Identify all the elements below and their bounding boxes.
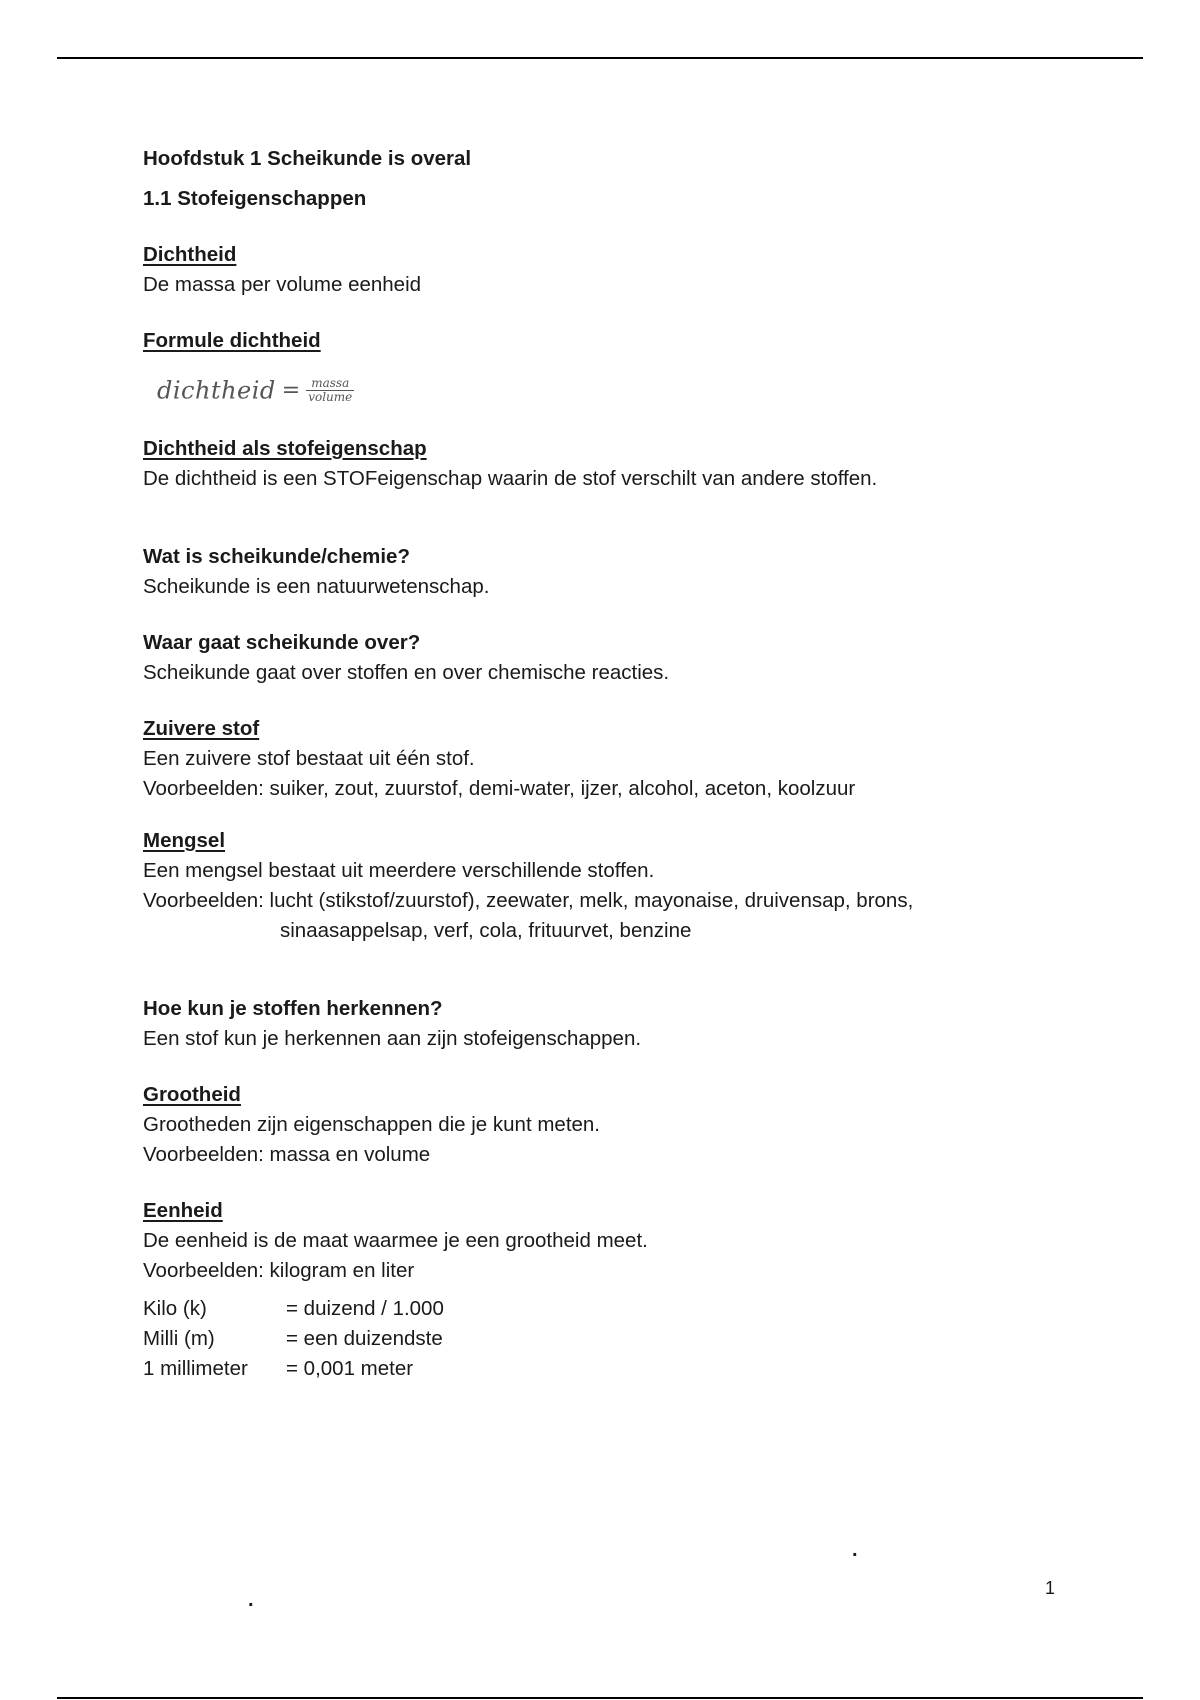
page-content bbox=[143, 144, 1063, 1384]
heading-mengsel: Mengsel bbox=[143, 829, 226, 852]
unit-table bbox=[143, 1294, 1063, 1384]
formula-lhs: dichtheid bbox=[157, 376, 276, 405]
text-herkennen: Een stof kun je herkennen aan zijn stofeigenschappen. bbox=[143, 1027, 642, 1050]
header-rule bbox=[57, 57, 1143, 59]
heading-zuivere-stof: Zuivere stof bbox=[143, 717, 260, 740]
chapter-title: Hoofdstuk 1 Scheikunde is overal bbox=[143, 147, 472, 170]
section-title: 1.1 Stofeigenschappen bbox=[143, 187, 367, 210]
unit-key: Kilo (k) bbox=[143, 1297, 207, 1320]
formula-equals: = bbox=[281, 377, 301, 403]
unit-value: = 0,001 meter bbox=[286, 1357, 414, 1380]
heading-herkennen: Hoe kun je stoffen herkennen? bbox=[143, 997, 443, 1020]
heading-wat-is: Wat is scheikunde/chemie? bbox=[143, 545, 410, 568]
heading-dichtheid: Dichtheid bbox=[143, 243, 237, 266]
examples-grootheid: Voorbeelden: massa en volume bbox=[143, 1143, 431, 1166]
heading-formule: Formule dichtheid bbox=[143, 329, 321, 352]
unit-row bbox=[143, 1324, 1063, 1354]
examples-mengsel-line2: sinaasappelsap, verf, cola, frituurvet, benzine bbox=[280, 919, 692, 942]
unit-value: = duizend / 1.000 bbox=[286, 1297, 444, 1320]
unit-key: 1 millimeter bbox=[143, 1357, 248, 1380]
footer-dot-mark: . bbox=[852, 1539, 858, 1561]
text-dichtheid: De massa per volume eenheid bbox=[143, 273, 422, 296]
text-eenheid: De eenheid is de maat waarmee je een grootheid meet. bbox=[143, 1229, 648, 1252]
formula-fraction bbox=[306, 377, 354, 404]
unit-value: = een duizendste bbox=[286, 1327, 443, 1350]
formula-denominator: volume bbox=[308, 390, 353, 404]
density-formula bbox=[157, 374, 1063, 420]
examples-mengsel-line1: Voorbeelden: lucht (stikstof/zuurstof), zeewater, melk, mayonaise, druivensap, brons, bbox=[143, 889, 914, 912]
footer-rule bbox=[57, 1697, 1143, 1699]
footer-dot-mark: . bbox=[248, 1589, 254, 1611]
text-waar-over: Scheikunde gaat over stoffen en over chemische reacties. bbox=[143, 661, 670, 684]
text-grootheid: Grootheden zijn eigenschappen die je kunt meten. bbox=[143, 1113, 601, 1136]
heading-grootheid: Grootheid bbox=[143, 1083, 241, 1106]
text-zuivere-stof: Een zuivere stof bestaat uit één stof. bbox=[143, 747, 475, 770]
examples-zuivere-stof: Voorbeelden: suiker, zout, zuurstof, demi-water, ijzer, alcohol, aceton, koolzuur bbox=[143, 777, 856, 800]
unit-row bbox=[143, 1354, 1063, 1384]
examples-eenheid: Voorbeelden: kilogram en liter bbox=[143, 1259, 415, 1282]
heading-waar-over: Waar gaat scheikunde over? bbox=[143, 631, 421, 654]
text-mengsel: Een mengsel bestaat uit meerdere verschillende stoffen. bbox=[143, 859, 655, 882]
text-wat-is: Scheikunde is een natuurwetenschap. bbox=[143, 575, 490, 598]
text-stofeigenschap: De dichtheid is een STOFeigenschap waarin de stof verschilt van andere stoffen. bbox=[143, 467, 878, 490]
heading-stofeigenschap: Dichtheid als stofeigenschap bbox=[143, 437, 427, 460]
unit-row bbox=[143, 1294, 1063, 1324]
unit-key: Milli (m) bbox=[143, 1327, 215, 1350]
page-number: 1 bbox=[1045, 1578, 1056, 1598]
formula-numerator: massa bbox=[306, 377, 354, 391]
heading-eenheid: Eenheid bbox=[143, 1199, 223, 1222]
